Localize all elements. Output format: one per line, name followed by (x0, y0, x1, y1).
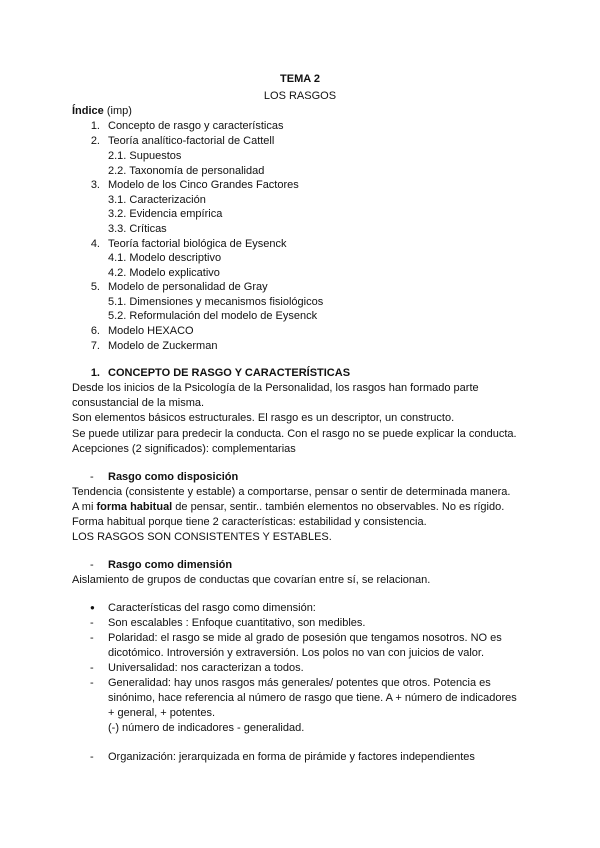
paragraph-line: Tendencia (consistente y estable) a comportarse, pensar o sentir de determinada manera. (72, 486, 511, 498)
index-subitem: 5.2. Reformulación del modelo de Eysenck (108, 310, 318, 322)
list-item-continuation: + general, + potentes. (108, 707, 216, 719)
paragraph-line: Se puede utilizar para predecir la conducta. Con el rasgo no se puede explicar la conducta. (72, 428, 517, 440)
list-item-continuation: sinónimo, hace referencia al número de rasgo que tiene. A + número de indicadores (108, 692, 517, 704)
index-subitem: 3.2. Evidencia empírica (108, 208, 223, 220)
list-item: - Generalidad: hay unos rasgos más generales/ potentes que otros. Potencia es (90, 677, 491, 689)
index-item: 3. Modelo de los Cinco Grandes Factores (90, 179, 299, 191)
index-item: 4. Teoría factorial biológica de Eysenck (90, 238, 287, 250)
paragraph-line: Son elementos básicos estructurales. El rasgo es un descriptor, un constructo. (72, 412, 455, 424)
doc-title: TEMA 2 (280, 73, 320, 85)
subsection-heading: - Rasgo como disposición (90, 471, 239, 483)
index-subitem: 3.1. Caracterización (108, 194, 206, 206)
paragraph-line: A mi forma habitual de pensar, sentir.. también elementos no observables. No es rígido. (72, 501, 505, 513)
index-subitem: 4.1. Modelo descriptivo (108, 252, 222, 264)
index-subitem: 2.2. Taxonomía de personalidad (108, 165, 265, 177)
list-item: - Organización: jerarquizada en forma de pirámide y factores independientes (90, 751, 475, 763)
index-subitem: 4.2. Modelo explicativo (108, 267, 220, 279)
paragraph-line: LOS RASGOS SON CONSISTENTES Y ESTABLES. (72, 531, 332, 543)
index-subitem: 3.3. Críticas (108, 223, 167, 235)
index-subitem: 2.1. Supuestos (108, 150, 182, 162)
index-item: 1. Concepto de rasgo y características (90, 120, 284, 132)
paragraph-line: consustancial de la misma. (72, 397, 205, 409)
list-item-continuation: (-) número de indicadores - generalidad. (108, 722, 305, 734)
section-heading: 1. CONCEPTO DE RASGO Y CARACTERÍSTICAS (90, 367, 351, 379)
doc-subtitle: LOS RASGOS (263, 90, 337, 102)
index-item: 2. Teoría analítico-factorial de Cattell (90, 135, 275, 147)
index-item: 5. Modelo de personalidad de Gray (90, 281, 268, 293)
paragraph-line: Aislamiento de grupos de conductas que covarían entre sí, se relacionan. (72, 574, 431, 586)
index-item: 6. Modelo HEXACO (90, 325, 194, 337)
subsection-heading: - Rasgo como dimensión (90, 559, 233, 571)
paragraph-line: Forma habitual porque tiene 2 características: estabilidad y consistencia. (72, 516, 427, 528)
bullet-item: ● Características del rasgo como dimensión: (90, 602, 316, 614)
list-item: - Son escalables : Enfoque cuantitativo, son medibles. (90, 617, 366, 629)
index-subitem: 5.1. Dimensiones y mecanismos fisiológicos (108, 296, 324, 308)
list-item: - Universalidad: nos caracterizan a todos. (90, 662, 304, 674)
index-heading: Índice (imp) (72, 105, 132, 117)
list-item-continuation: dicotómico. Introversión y extraversión. Los polos no van con juicios de valor. (108, 647, 485, 659)
index-item: 7. Modelo de Zuckerman (90, 340, 218, 352)
paragraph-line: Acepciones (2 significados): complementarias (72, 443, 296, 455)
paragraph-line: Desde los inicios de la Psicología de la Personalidad, los rasgos han formado parte (72, 382, 479, 394)
list-item: - Polaridad: el rasgo se mide al grado de posesión que tengamos nosotros. NO es (90, 632, 502, 644)
